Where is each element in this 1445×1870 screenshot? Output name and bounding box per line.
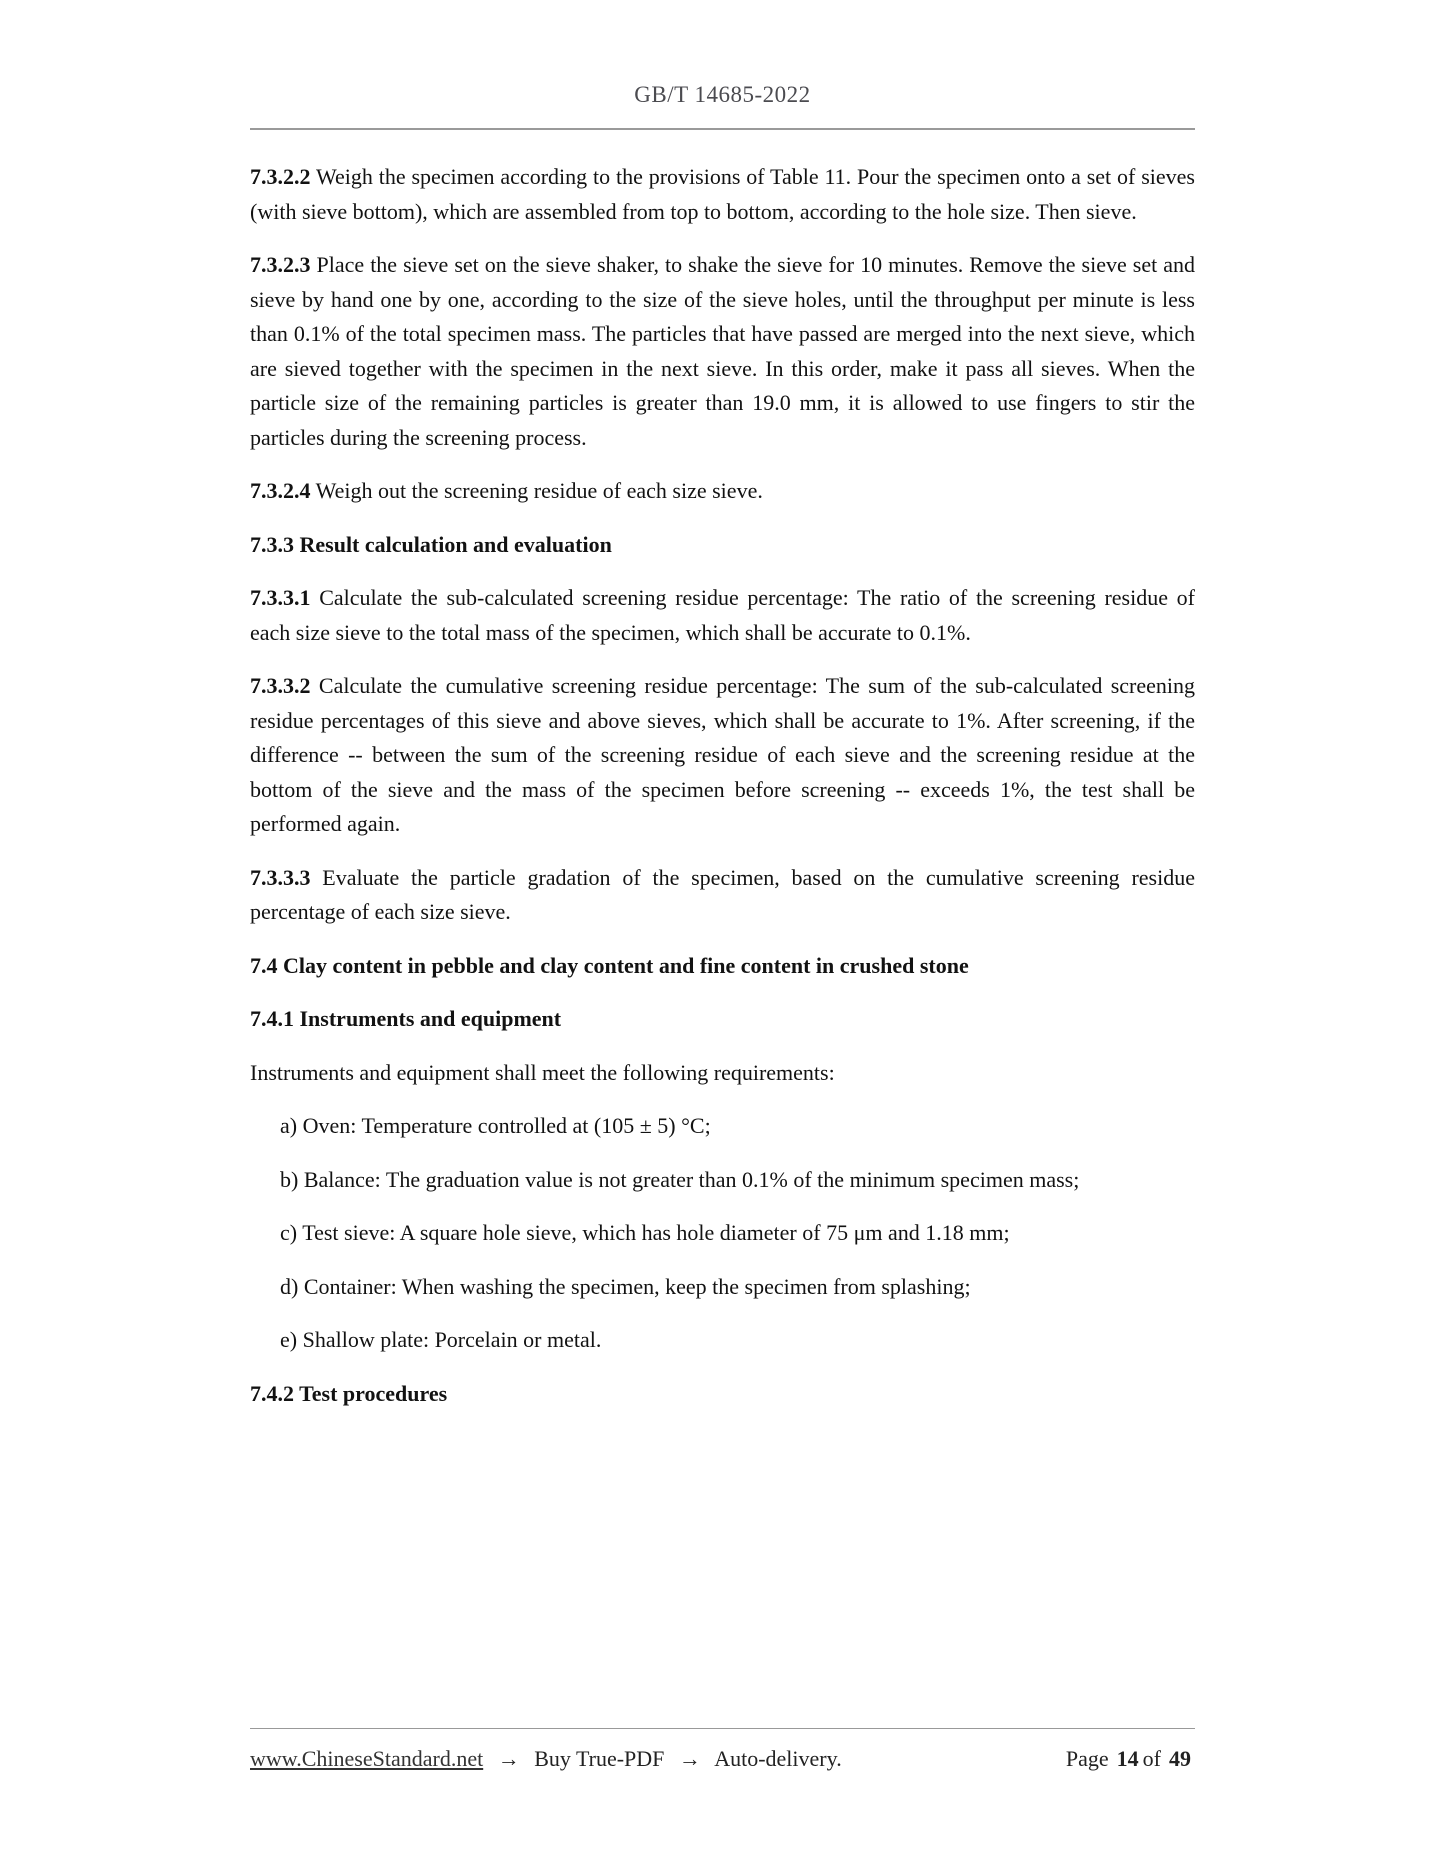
- list-item-prefix: b): [280, 1166, 299, 1192]
- list-item-prefix: c): [280, 1220, 298, 1245]
- arrow-right-icon: →: [497, 1746, 520, 1771]
- paragraph-7.3.2.3: [250, 248, 1195, 455]
- page-header: [250, 0, 1195, 130]
- page-footer: [250, 1728, 1195, 1772]
- clause-number: 7.3.3.2: [250, 673, 311, 698]
- list-item-text: Balance: The graduation value is not greater than 0.1% of the minimum specimen mass;: [303, 1166, 1080, 1192]
- section-heading-7.3.3: [250, 528, 1195, 563]
- section-number: 7.4.1: [250, 1006, 294, 1031]
- list-item-c: [280, 1216, 1195, 1251]
- paragraph-text: Weigh the specimen according to the provisions of Table 11. Pour the specimen onto a set of sieves (with sieve bottom), which are assembled from top to bottom, according to the hole size. Then sieve.: [250, 164, 1195, 224]
- paragraph-7.3.3.3: [250, 861, 1195, 930]
- document-body: [250, 160, 1195, 1411]
- list-item-e: [280, 1323, 1195, 1358]
- paragraph-intro: [250, 1056, 1195, 1091]
- section-heading-text: Instruments and equipment: [299, 1006, 562, 1031]
- arrow-right-icon: →: [678, 1746, 701, 1771]
- paragraph-text: Place the sieve set on the sieve shaker, to shake the sieve for 10 minutes. Remove the sieve set and sieve by hand one by one, according to the size of the sieve holes, until the throughput per minute is less than 0.1% of the total specimen mass. The particles that have passed are merged into the next sieve, which are sieved together with the specimen in the next sieve. In this order, make it pass all sieves. When the particle size of the remaining particles is greater than 19.0 mm, it is allowed to use fingers to stir the particles during the screening process.: [250, 252, 1195, 450]
- page-label: Page: [1065, 1746, 1109, 1771]
- footer-delivery-text: Auto-delivery.: [714, 1746, 842, 1771]
- list-item-text: Container: When washing the specimen, keep the specimen from splashing;: [303, 1273, 971, 1299]
- footer-row: [250, 1746, 1195, 1772]
- clause-number: 7.3.2.2: [250, 164, 311, 189]
- list-item-a: [280, 1109, 1195, 1144]
- list-item-d: [280, 1270, 1195, 1305]
- page-number-indicator: [1066, 1746, 1195, 1772]
- paragraph-7.3.3.2: [250, 669, 1195, 842]
- section-number: 7.3.3: [250, 531, 294, 557]
- paragraph-7.3.3.1: [250, 581, 1195, 650]
- list-item-text: Shallow plate: Porcelain or metal.: [302, 1327, 602, 1352]
- section-number: 7.4: [250, 952, 278, 978]
- list-item-prefix: e): [280, 1327, 298, 1352]
- section-number: 7.4.2: [250, 1380, 294, 1406]
- paragraph-text: Calculate the sub-calculated screening residue percentage: The ratio of the screening residue of each size sieve to the total mass of the specimen, which shall be accurate to 0.1%.: [250, 585, 1196, 645]
- section-heading-text: Clay content in pebble and clay content and fine content in crushed stone: [283, 952, 969, 978]
- paragraph-text: Instruments and equipment shall meet the following requirements:: [250, 1059, 835, 1085]
- total-page-number: 49: [1169, 1746, 1191, 1771]
- document-title: GB/T 14685-2022: [634, 82, 811, 107]
- clause-number: 7.3.2.4: [250, 478, 311, 503]
- footer-left: [250, 1746, 842, 1772]
- list-item-text: Test sieve: A square hole sieve, which has hole diameter of 75 μm and 1.18 mm;: [302, 1220, 1010, 1245]
- paragraph-text: Calculate the cumulative screening residue percentage: The sum of the sub-calculated screening residue percentages of this sieve and above sieves, which shall be accurate to 1%. After screening, if the difference -- between the sum of the screening residue of each sieve and the screening residue at the bottom of the sieve and the mass of the specimen before screening -- exceeds 1%, the test shall be performed again.: [250, 673, 1195, 836]
- footer-website-link[interactable]: www.ChineseStandard.net: [250, 1746, 484, 1771]
- list-item-text: Oven: Temperature controlled at (105 ± 5) °C;: [302, 1113, 711, 1138]
- section-heading-text: Result calculation and evaluation: [299, 531, 612, 557]
- clause-number: 7.3.3.3: [250, 864, 311, 890]
- list-item-prefix: d): [280, 1273, 299, 1299]
- paragraph-text: Evaluate the particle gradation of the specimen, based on the cumulative screening residue percentage of each size sieve.: [250, 864, 1195, 924]
- list-item-b: [280, 1163, 1195, 1198]
- footer-divider: [250, 1728, 1195, 1729]
- section-heading-7.4.2: [250, 1377, 1195, 1412]
- clause-number: 7.3.3.1: [250, 585, 311, 610]
- of-label: of: [1142, 1746, 1161, 1771]
- list-item-prefix: a): [280, 1113, 298, 1138]
- footer-buy-text: Buy True-PDF: [534, 1746, 665, 1771]
- clause-number: 7.3.2.3: [250, 252, 311, 277]
- section-heading-7.4: [250, 949, 1195, 984]
- paragraph-text: Weigh out the screening residue of each size sieve.: [315, 478, 763, 503]
- paragraph-7.3.2.4: [250, 474, 1195, 509]
- section-heading-7.4.1: [250, 1002, 1195, 1037]
- header-divider: [250, 128, 1195, 130]
- paragraph-7.3.2.2: [250, 160, 1195, 229]
- section-heading-text: Test procedures: [299, 1380, 448, 1406]
- current-page-number: 14: [1116, 1746, 1139, 1771]
